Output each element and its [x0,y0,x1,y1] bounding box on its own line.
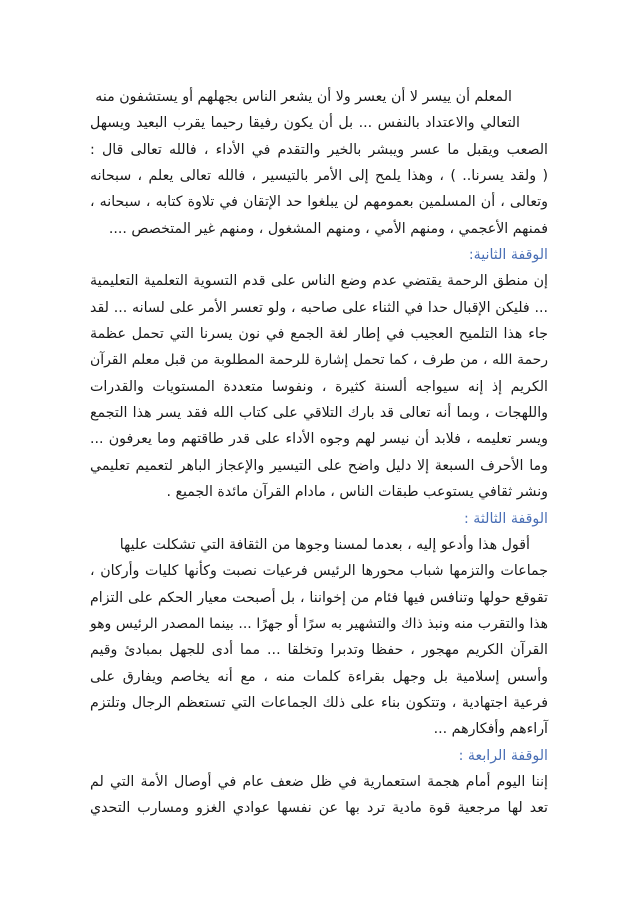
text-line: التعالي والاعتداد بالنفس ... بل أن يكون رفيقا رحيما يقرب البعيد ويسهل [90,115,520,132]
text-line: إن منطق الرحمة يقتضي عدم وضع الناس على قدم التسوية التعلمية التعليمية [90,273,548,290]
text-line: تقوقع حولها وتنافس فيها فئام من إخواننا ، بل أصبحت معيار الحكم على التزام [90,589,548,606]
text-line: ويسر تعليمه ، فلابد أن نيسر لهم وجوه الأداء على قدر طاقتهم وما يعرفون ... [90,431,548,448]
text-line: القرآن الكريم مهجور ، حفظا وتدبرا وتخلقا ... مما أدى للجهل بمبادئ وقيم [90,642,548,659]
text-line: آراءهم وأفكارهم ... [433,721,548,738]
text-line: فمنهم الأعجمي ، ومنهم الأمي ، ومنهم المشغول ، ومنهم غير المتخصص .... [108,220,548,237]
text-line: إننا اليوم أمام هجمة استعمارية في ظل ضعف عام في أوصال الأمة التي لم [90,773,548,790]
section-2-paragraph [90,268,548,505]
text-line: أقول هذا وأدعو إليه ، بعدما لمسنا وجوها من الثقافة التي تشكلت عليها [119,536,530,553]
text-line: تعد لها مرجعية قوة مادية ترد بها عن نفسها عوادي الغزو ومسارب التحدي [90,800,548,817]
text-line: جماعات والتزمها شباب محورها الرئيس فرعيات نصبت وكأنها كليات وأركان ، [90,563,548,580]
text-line: هذا والتقرب منه ونبذ ذاك والتشهير به سرًا أو جهرًا ... بينما المصدر الرئيس وهو [90,615,548,632]
text-line: المعلم أن ييسر لا أن يعسر ولا أن يشعر الناس بجهلهم أو يستشفون منه [95,89,512,105]
document-page [90,84,548,822]
text-line: ... فليكن الإقبال حدا في الثناء على صاحبه ، ولو تعسر الأمر على لسانه ... لقد [90,299,548,316]
section-heading-2: الوقفة الثانية: [468,247,548,264]
text-line: وتعالى ، أن المسلمين بعمومهم لن يبلغوا حد الإتقان في تلاوة كتابه ، سبحانه ، [90,194,548,211]
text-line: واللهجات ، وبما أنه تعالى قد بارك التلاقي على كتاب الله فقد يسر هذا التجمع [90,405,548,422]
text-line: ( ولقد يسرنا.. ) ، وهذا يلمح إلى الأمر بالتيسير ، فالله تعالى يعلم ، سبحانه [90,168,548,185]
text-line: فرعية اجتهادية ، وتتكون بناء على ذلك الجماعات التي تستعظم الرجال وتلتزم [90,694,548,711]
section-3-paragraph [90,532,548,743]
section-1-paragraph [90,84,548,242]
text-line: جاء هذا التلميح العجيب في إطار لغة الجمع في نون يسرنا التي تحمل عظمة [90,326,548,343]
text-line: وما الأحرف السبعة إلا دليل واضح على التيسير والإعجاز الباهر لتعميم تعليمي [90,457,548,474]
text-line: رحمة الله ، من طرف ، كما تحمل إشارة للرحمة المطلوبة من قبل معلم القرآن [90,352,548,369]
section-4-paragraph [90,769,548,822]
section-heading-4: الوقفة الرابعة : [458,747,548,764]
text-line: الصعب ويقبل ما عسر ويبشر بالخير والتقدم في الأداء ، فالله تعالى قال : [90,141,548,158]
text-line: ونشر ثقافي يستوعب طبقات الناس ، مادام القرآن مائدة الجميع . [166,484,548,501]
text-line: وأسس إسلامية بل وجهل بقراءة كلمات منه ، مع أنه يخاصم ويفارق على [90,668,548,685]
section-heading-3: الوقفة الثالثة : [463,510,548,527]
text-line: الكريم إذ إنه سيواجه ألسنة كثيرة ، ونفوسا متعددة المستويات والقدرات [90,378,548,395]
